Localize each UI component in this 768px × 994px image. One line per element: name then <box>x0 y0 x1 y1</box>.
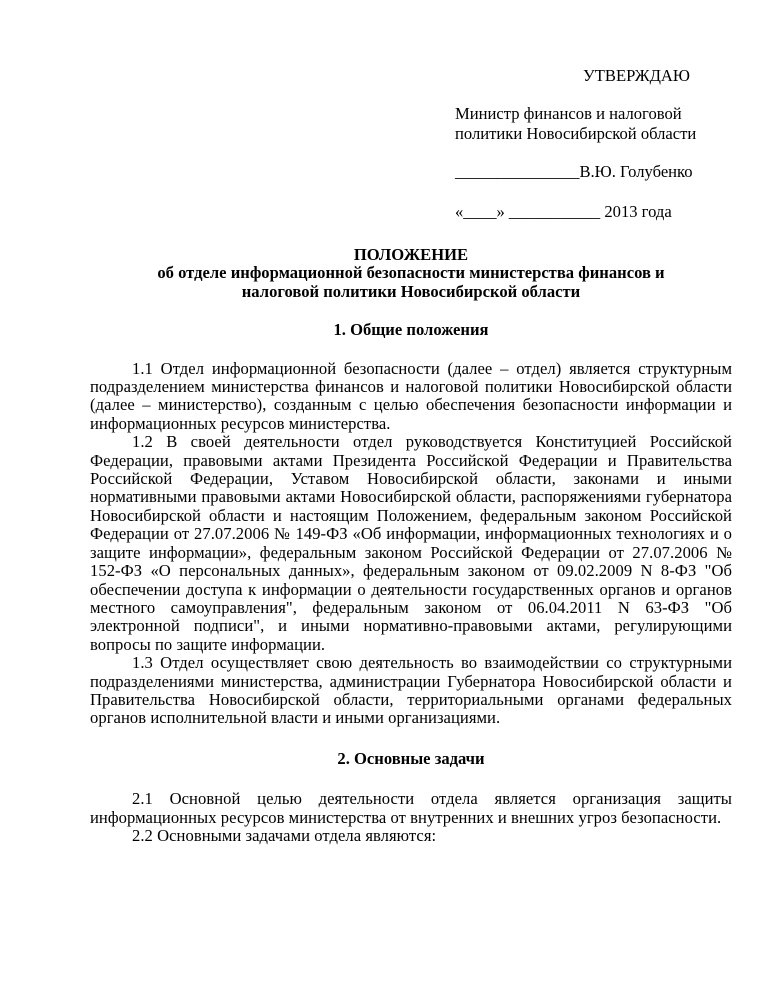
approval-title: УТВЕРЖДАЮ <box>583 66 690 85</box>
approval-block <box>455 66 735 222</box>
paragraph-2-1: 2.1 Основной целью деятельности отдела является организация защиты информационных ресурсов министерства от внутренних и внешних угроз безопасности. <box>90 789 732 827</box>
paragraph-1-1: 1.1 Отдел информационной безопасности (далее – отдел) является структурным подразделением министерства финансов и налоговой политики Новосибирской области (далее – министерство), созданным с целью обеспечения безопасности информации и информационных ресурсов министерства. <box>90 358 732 433</box>
section-1-title: 1. Общие положения <box>333 320 489 340</box>
approval-signature-line: _______________В.Ю. Голубенко <box>455 162 693 181</box>
approval-position-line-2: политики Новосибирской области <box>455 124 697 143</box>
document-title: ПОЛОЖЕНИЕ <box>353 245 469 264</box>
document-subtitle-line-1: об отделе информационной безопасности министерства финансов и <box>157 263 665 283</box>
approval-position-line-1: Министр финансов и налоговой <box>455 104 682 123</box>
document-body <box>90 246 732 845</box>
paragraph-1-3: 1.3 Отдел осуществляет свою деятельность во взаимодействии со структурными подразделениями министерства, администрации Губернатора Новосибирской области и Правительства Новосибирской области, территориальными органами федеральных органов исполнительной власти и иными организациями. <box>90 653 732 728</box>
document-subtitle-line-2: налоговой политики Новосибирской области <box>241 281 581 301</box>
paragraph-1-2: 1.2 В своей деятельности отдел руководствуется Конституцией Российской Федерации, правовыми актами Президента Российской Федерации и Правительства Российской Федерации, Уставом Новосибирской области, законами и иными нормативными правовыми актами Новосибирской области, распоряжениями губернатора Новосибирской области и настоящим Положением, федеральным законом Российской Федерации от 27.07.2006 № 149-ФЗ «Об информации, информационных технологиях и о защите информации», федеральным законом Российской Федерации от 27.07.2006 № 152-ФЗ «О персональных данных», федеральным законом от 09.02.2009 N 8-ФЗ "Об обеспечении доступа к информации о деятельности государственных органов и органов местного самоуправления", федеральным законом от 06.04.2011 N 63-ФЗ "Об электронной подписи", и иными нормативно-правовыми актами, регулирующими вопросы по защите информации. <box>90 432 732 654</box>
approval-date-line: «____» ___________ 2013 года <box>455 202 672 221</box>
section-2-title: 2. Основные задачи <box>337 748 485 768</box>
paragraph-2-2: 2.2 Основными задачами отдела являются: <box>132 825 437 845</box>
